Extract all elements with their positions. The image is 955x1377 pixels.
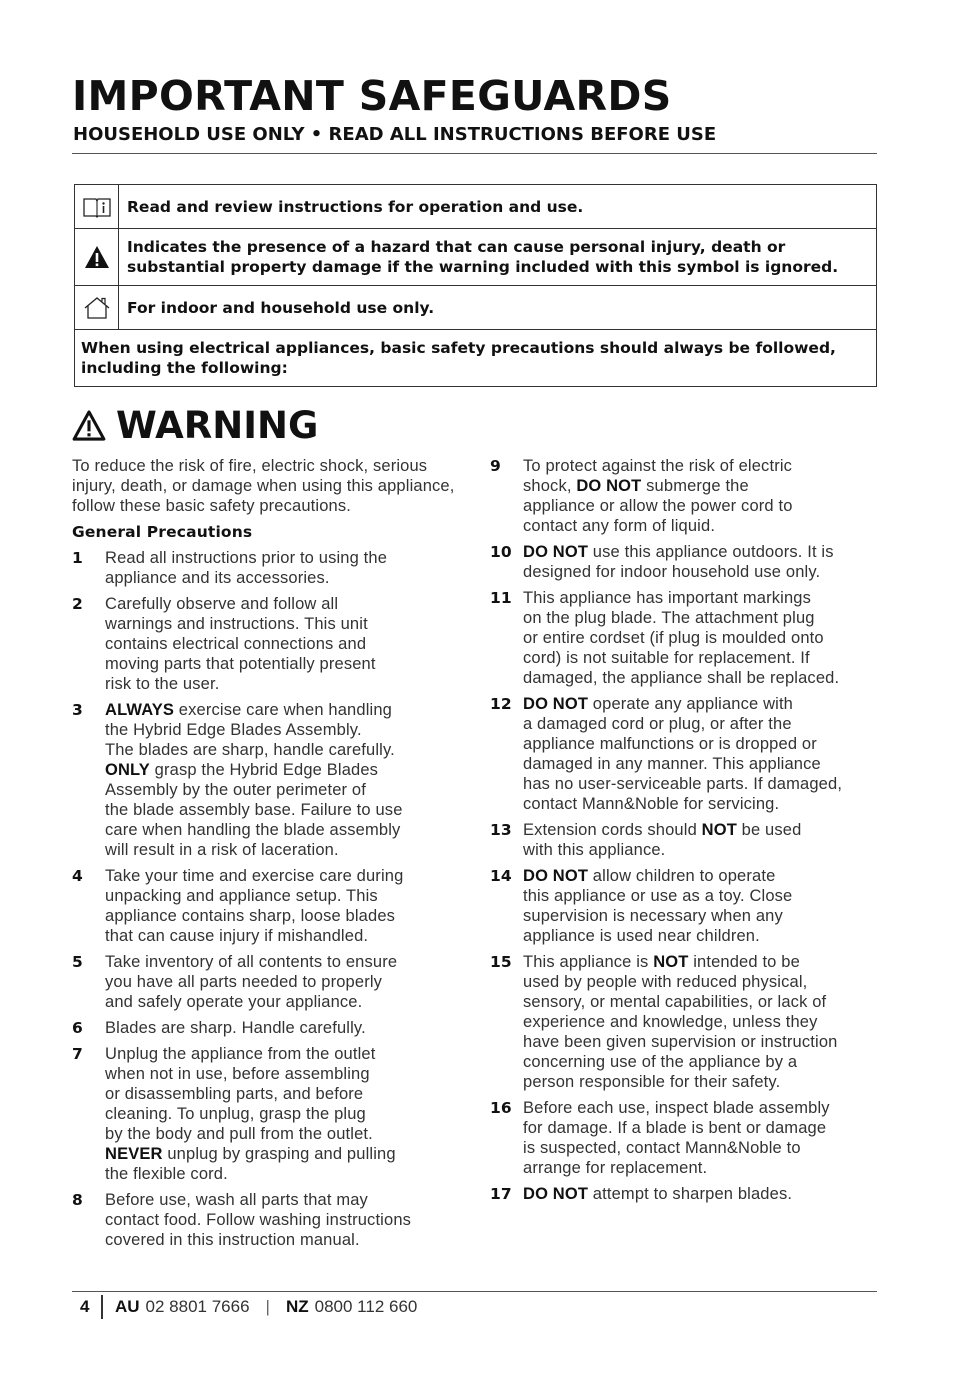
house-outline-icon: [83, 296, 111, 320]
precaution-text: Before use, wash all parts that may contact food. Follow washing instructions covered in this instruction manual.: [105, 1191, 412, 1249]
warning-column-right: [490, 456, 880, 1210]
precaution-item-17: [490, 1184, 880, 1204]
precaution-number: 16: [490, 1099, 512, 1117]
symbol-legend-table: [74, 184, 877, 387]
symbol-text-hazard: Indicates the presence of a hazard that can cause personal injury, death or substantial property damage if the warning included with this symbol is ignored.: [119, 229, 877, 286]
precaution-text: Take inventory of all contents to ensure you have all parts needed to properly and safely operate your appliance.: [105, 953, 398, 1011]
manual-info-icon: [82, 196, 112, 218]
precaution-text: This appliance has important markings on the plug blade. The attachment plug or entire cordset (if plug is moulded onto cord) is not suitable for replacement. If damaged, the appliance shall be replaced.: [523, 589, 840, 687]
precaution-text: Carefully observe and follow all warnings and instructions. This unit contains electrical connections and moving parts that potentially present risk to the user.: [105, 595, 376, 693]
precaution-text: DO NOT use this appliance outdoors. It is designed for indoor household use only.: [523, 543, 834, 581]
precaution-text: DO NOT operate any appliance with a damaged cord or plug, or after the appliance malfunctions or is dropped or damaged in any manner. This appliance has no user-serviceable parts. If damaged, contact Mann&Noble for servicing.: [523, 695, 843, 813]
precaution-item-5: [72, 952, 457, 1012]
au-label: AU: [114, 1297, 140, 1316]
precautions-list-left: [72, 548, 457, 1250]
precaution-number: 8: [72, 1191, 83, 1209]
symbol-row-hazard: [75, 229, 877, 286]
precaution-text: ALWAYS exercise care when handling the Hybrid Edge Blades Assembly. The blades are sharp, handle carefully. ONLY grasp the Hybrid Edge Blades Assembly by the outer perimeter of the blade assembly base. Failure to use care when handling the blade assembly will result in a risk of laceration.: [105, 701, 403, 859]
precaution-text: To protect against the risk of electric shock, DO NOT submerge the appliance or allow the power cord to contact any form of liquid.: [523, 457, 793, 535]
footer-separator: [101, 1295, 103, 1319]
precaution-item-14: [490, 866, 880, 946]
precaution-text: Unplug the appliance from the outlet when not in use, before assembling or disassembling parts, and before cleaning. To unplug, grasp the plug by the body and pull from the outlet. NEVER unplug by grasping and pulling the flexible cord.: [105, 1045, 396, 1183]
page-subtitle: HOUSEHOLD USE ONLY • READ ALL INSTRUCTIONS BEFORE USE: [73, 124, 717, 145]
symbol-text-instructions: Read and review instructions for operation and use.: [119, 185, 877, 229]
precautions-note: When using electrical appliances, basic safety precautions should always be followed, including the following:: [75, 330, 877, 387]
precaution-item-4: [72, 866, 457, 946]
precaution-number: 12: [490, 695, 512, 713]
warning-intro: To reduce the risk of fire, electric shock, serious injury, death, or damage when using this appliance, follow these basic safety precautions.: [72, 457, 455, 515]
precaution-number: 6: [72, 1019, 83, 1037]
precaution-number: 5: [72, 953, 83, 971]
symbol-text-indoor: For indoor and household use only.: [119, 286, 877, 330]
precaution-number: 9: [490, 457, 501, 475]
precaution-number: 2: [72, 595, 83, 613]
precaution-number: 13: [490, 821, 512, 839]
precaution-item-16: [490, 1098, 880, 1178]
precaution-item-10: [490, 542, 880, 582]
precaution-number: 17: [490, 1185, 512, 1203]
page-footer: [80, 1295, 417, 1319]
precaution-number: 3: [72, 701, 83, 719]
warning-heading: [72, 404, 318, 447]
precaution-item-15: [490, 952, 880, 1092]
precaution-number: 15: [490, 953, 512, 971]
precaution-number: 10: [490, 543, 512, 561]
header-divider: [72, 153, 877, 154]
precaution-text: Blades are sharp. Handle carefully.: [105, 1019, 366, 1037]
precaution-number: 7: [72, 1045, 83, 1063]
precaution-item-2: [72, 594, 457, 694]
precaution-item-3: [72, 700, 457, 860]
symbol-row-instructions: [75, 185, 877, 229]
precaution-number: 4: [72, 867, 83, 885]
precaution-text: Before each use, inspect blade assembly for damage. If a blade is bent or damage is suspected, contact Mann&Noble to arrange for replacement.: [523, 1099, 830, 1177]
warning-triangle-icon: [84, 245, 110, 269]
precaution-item-6: [72, 1018, 457, 1038]
page-number: 4: [80, 1297, 90, 1316]
precautions-list-right: [490, 456, 880, 1204]
precaution-number: 1: [72, 549, 83, 567]
footer-divider: [72, 1291, 877, 1292]
au-phone: 02 8801 7666: [145, 1297, 250, 1316]
precaution-item-7: [72, 1044, 457, 1184]
precaution-text: Read all instructions prior to using the appliance and its accessories.: [105, 549, 388, 587]
warning-triangle-icon: [72, 410, 106, 441]
page-title: IMPORTANT SAFEGUARDS: [72, 72, 672, 120]
footer-pipe: |: [265, 1297, 270, 1316]
general-precautions-heading: General Precautions: [72, 523, 253, 541]
nz-label: NZ: [285, 1297, 309, 1316]
precaution-number: 14: [490, 867, 512, 885]
precaution-item-13: [490, 820, 880, 860]
precaution-item-11: [490, 588, 880, 688]
symbol-row-precautions: [75, 330, 877, 387]
precaution-text: Extension cords should NOT be used with this appliance.: [523, 821, 802, 859]
precaution-item-9: [490, 456, 880, 536]
precaution-number: 11: [490, 589, 512, 607]
precaution-text: DO NOT allow children to operate this appliance or use as a toy. Close supervision is necessary when any appliance is used near children.: [523, 867, 793, 945]
warning-title: WARNING: [116, 404, 319, 447]
precaution-text: DO NOT attempt to sharpen blades.: [523, 1185, 793, 1203]
nz-phone: 0800 112 660: [314, 1297, 418, 1316]
warning-column-left: [72, 456, 457, 1256]
precaution-text: This appliance is NOT intended to be used by people with reduced physical, sensory, or mental capabilities, or lack of experience and knowledge, unless they have been given supervision or instruction concerning use of the appliance by a person responsible for their safety.: [523, 953, 838, 1091]
precaution-item-1: [72, 548, 457, 588]
precaution-item-8: [72, 1190, 457, 1250]
symbol-row-indoor: [75, 286, 877, 330]
precaution-text: Take your time and exercise care during unpacking and appliance setup. This appliance contains sharp, loose blades that can cause injury if mishandled.: [105, 867, 404, 945]
precaution-item-12: [490, 694, 880, 814]
